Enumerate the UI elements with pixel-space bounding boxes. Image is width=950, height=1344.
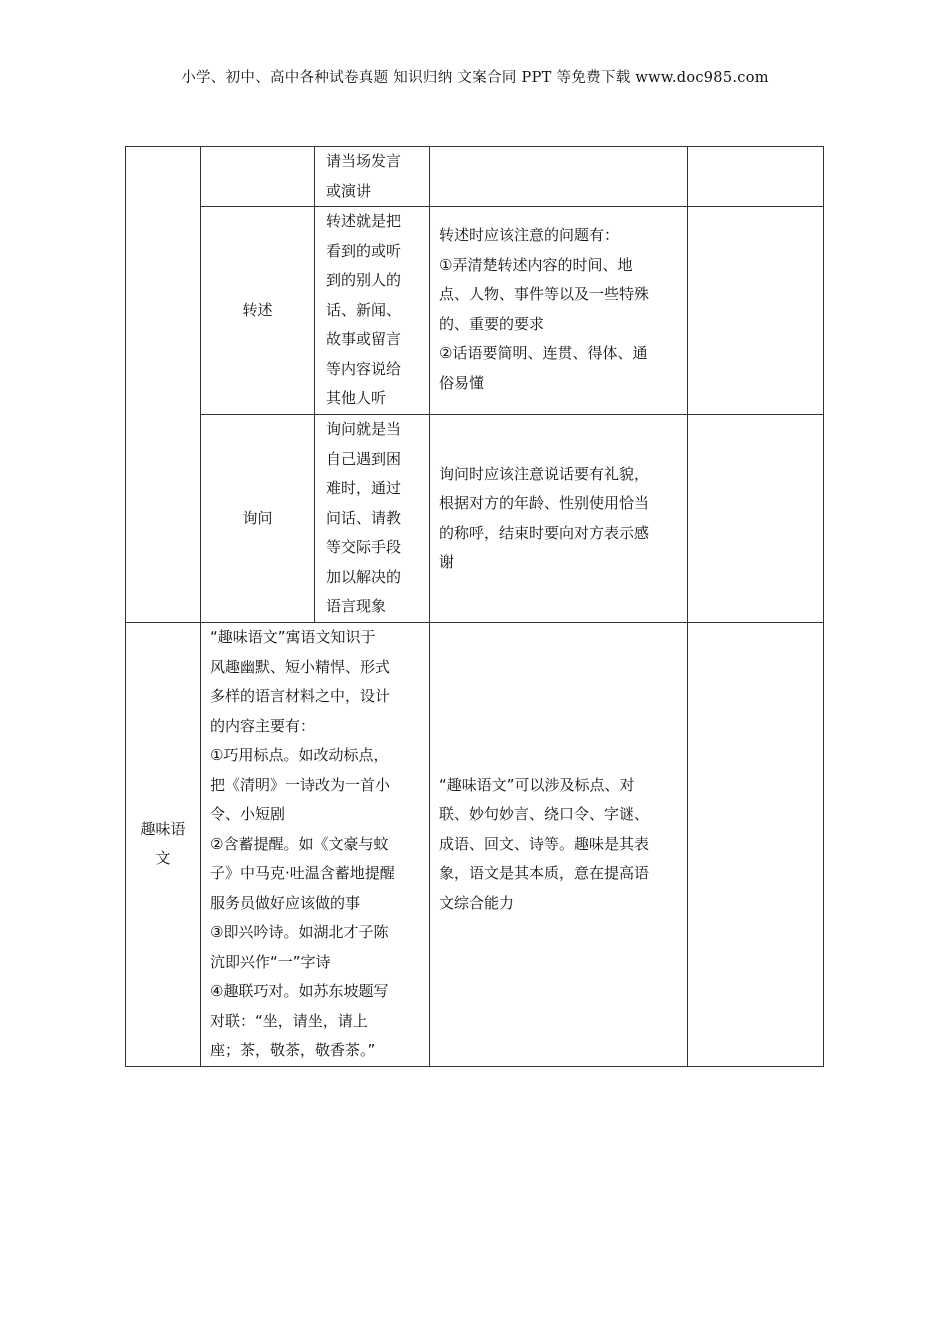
item-notes-cell — [430, 415, 688, 623]
content-line: ②含蓄提醒。如《文豪与蚊 — [210, 834, 389, 853]
definition-line: 语言现象 — [326, 597, 387, 615]
content-line: ①巧用标点。如改动标点， — [210, 746, 389, 764]
definition-line: 其他人听 — [326, 389, 387, 407]
definition-line: 故事或留言 — [326, 330, 402, 348]
content-line: 风趣幽默、短小精悍、形式 — [210, 657, 391, 676]
item-definition-cell — [315, 147, 430, 207]
notes-line: 象，语文是其本质，意在提高语 — [439, 864, 650, 882]
notes-line: 俗易懂 — [439, 373, 485, 392]
item-definition-cell — [315, 207, 430, 415]
notes-line: 询问时应该注意说话要有礼貌， — [439, 464, 650, 483]
content-line: 服务员做好应该做的事 — [210, 893, 361, 912]
definition-line: 加以解决的 — [326, 567, 402, 586]
content-line: ④趣联巧对。如苏东坡题写 — [210, 982, 389, 1000]
notes-line: 文综合能力 — [439, 893, 515, 912]
item-name-cell: 询问 — [201, 415, 315, 623]
table-row — [126, 207, 824, 415]
table-row — [126, 623, 824, 1067]
category-cell — [126, 147, 201, 623]
notes-line: 联、妙句妙言、绕口令、字谜、 — [439, 805, 650, 823]
content-line: 沆即兴作“一”字诗 — [210, 952, 331, 971]
notes-line: “趣味语文”可以涉及标点、对 — [439, 775, 635, 794]
content-line: 子》中马克·吐温含蓄地提醒 — [210, 864, 395, 882]
page-header: 小学、初中、高中各种试卷真题 知识归纳 文案合同 PPT 等免费下载 www.doc985.com — [181, 70, 769, 86]
blank-cell — [688, 207, 824, 415]
content-table — [125, 146, 824, 1067]
content-line: 对联：“坐，请坐，请上 — [210, 1011, 368, 1030]
content-line: “趣味语文”寓语文知识于 — [210, 628, 376, 646]
item-name-cell: 转述 — [201, 207, 315, 415]
item-name-cell — [201, 147, 315, 207]
content-line: 座；茶，敬茶，敬香茶。” — [210, 1041, 376, 1059]
blank-cell — [688, 415, 824, 623]
blank-cell — [688, 623, 824, 1067]
notes-line: 成语、回文、诗等。趣味是其表 — [439, 834, 650, 853]
item-definition-cell — [315, 415, 430, 623]
content-line: 多样的语言材料之中，设计 — [210, 687, 391, 705]
item-notes-cell — [430, 147, 688, 207]
definition-line: 看到的或听 — [326, 241, 402, 260]
notes-line: 的、重要的要求 — [439, 314, 545, 333]
blank-cell — [688, 147, 824, 207]
definition-line: 等交际手段 — [326, 538, 402, 556]
definition-line: 难时，通过 — [326, 479, 402, 497]
content-line: 的内容主要有： — [210, 716, 316, 735]
notes-line: 点、人物、事件等以及一些特殊 — [439, 285, 650, 303]
table-row — [126, 147, 824, 207]
definition-line: 等内容说给 — [326, 359, 402, 378]
definition-line: 自己遇到困 — [326, 449, 402, 468]
content-line: 令、小短剧 — [210, 805, 286, 823]
notes-line: 根据对方的年龄、性别使用恰当 — [439, 494, 650, 512]
definition-line: 询问就是当 — [326, 420, 402, 438]
notes-line: ①弄清楚转述内容的时间、地 — [439, 255, 633, 274]
content-line: ③即兴吟诗。如湖北才子陈 — [210, 923, 389, 941]
item-notes-cell — [430, 623, 688, 1067]
item-notes-cell — [430, 207, 688, 415]
notes-line: 转述时应该注意的问题有： — [439, 226, 620, 244]
notes-line: ②话语要简明、连贯、得体、通 — [439, 344, 648, 362]
definition-line: 请当场发言 — [326, 152, 402, 170]
notes-line: 的称呼，结束时要向对方表示感 — [439, 523, 650, 542]
fun-content-cell — [201, 623, 430, 1067]
definition-line: 话、新闻、 — [326, 300, 402, 319]
definition-line: 转述就是把 — [326, 212, 402, 230]
definition-line: 问话、请教 — [326, 508, 402, 527]
category-cell: 趣味语文 — [126, 623, 201, 1067]
table-row — [126, 415, 824, 623]
definition-line: 到的别人的 — [326, 271, 402, 289]
notes-line: 谢 — [439, 553, 455, 571]
content-line: 把《清明》一诗改为一首小 — [210, 775, 391, 794]
definition-line: 或演讲 — [326, 181, 372, 200]
